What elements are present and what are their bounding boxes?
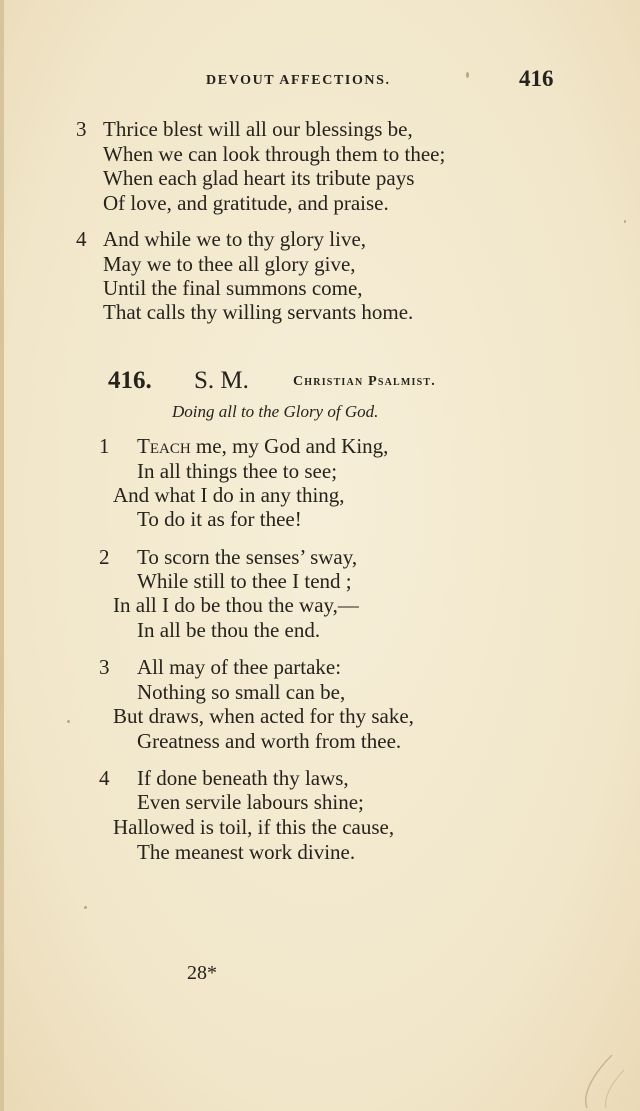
- hymn-number: 416.: [108, 367, 152, 394]
- verse-line: While still to thee I tend ;: [137, 569, 352, 593]
- stanza-number: 3: [99, 655, 110, 679]
- verse-line: But draws, when acted for thy sake,: [113, 704, 414, 728]
- hymn-author: Christian Psalmist.: [293, 374, 436, 389]
- verse-line: And while we to thy glory live,: [103, 227, 367, 251]
- verse-line: The meanest work divine.: [137, 840, 356, 864]
- verse-line: Greatness and worth from thee.: [137, 729, 402, 753]
- verse-line: Of love, and gratitude, and praise.: [103, 191, 389, 215]
- verse-line: If done beneath thy laws,: [137, 766, 349, 790]
- verse-line: Thrice blest will all our blessings be,: [103, 117, 413, 141]
- paper-fleck: [466, 72, 469, 78]
- verse-line: In all be thou the end.: [137, 618, 321, 642]
- verse-line: When each glad heart its tribute pays: [103, 166, 415, 190]
- paper-fleck: [67, 720, 70, 723]
- verse-line: When we can look through them to thee;: [103, 142, 446, 166]
- verse-line: That calls thy willing servants home.: [103, 300, 414, 324]
- paper-fleck: [84, 906, 87, 909]
- verse-line: Even servile labours shine;: [137, 790, 364, 814]
- verse-line: All may of thee partake:: [137, 655, 342, 679]
- corner-crease: [572, 1050, 632, 1110]
- stanza-number: 3: [76, 117, 87, 141]
- verse-line: Nothing so small can be,: [137, 680, 346, 704]
- verse-line: In all things thee to see;: [137, 459, 338, 483]
- stanza-number: 2: [99, 545, 110, 569]
- running-head: DEVOUT AFFECTIONS.: [206, 73, 391, 88]
- verse-line: May we to thee all glory give,: [103, 252, 356, 276]
- hymn-title: Doing all to the Glory of God.: [172, 402, 379, 421]
- verse-line: To do it as for thee!: [137, 507, 302, 531]
- page-number: 416: [519, 66, 554, 91]
- verse-line: And what I do in any thing,: [113, 483, 345, 507]
- stanza-number: 4: [76, 227, 87, 251]
- hymn-meter: S. M.: [194, 367, 249, 394]
- verse-line-rest: me, my God and King,: [190, 434, 389, 458]
- verse-line: To scorn the senses’ sway,: [137, 545, 358, 569]
- paper-fleck: [624, 220, 626, 223]
- verse-line: [137, 434, 388, 459]
- verse-line: Hallowed is toil, if this the cause,: [113, 815, 395, 839]
- verse-line: Until the final summons come,: [103, 276, 363, 300]
- page-edge: [0, 0, 4, 1111]
- signature-mark: 28*: [187, 962, 217, 984]
- stanza-number: 1: [99, 434, 110, 458]
- stanza-number: 4: [99, 766, 110, 790]
- verse-line: In all I do be thou the way,—: [113, 593, 359, 617]
- drop-word: Teach: [137, 434, 191, 458]
